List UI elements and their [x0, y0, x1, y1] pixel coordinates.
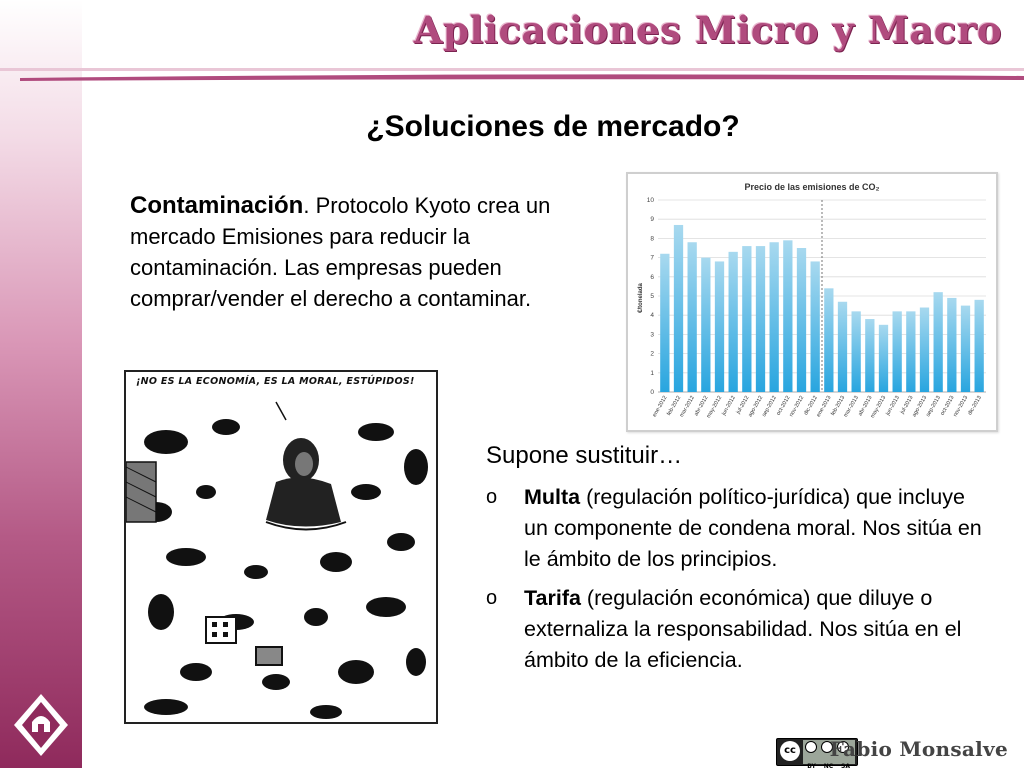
chart-bar [852, 311, 861, 392]
x-tick-label: nov-2013 [952, 395, 970, 418]
x-tick-label: feb-2013 [830, 395, 847, 417]
y-tick-label: 3 [650, 331, 654, 339]
y-tick-label: 0 [650, 389, 654, 396]
chart-bar [879, 325, 888, 392]
cc-part-label: NC [823, 763, 834, 770]
chart-title: Precio de las emisiones de CO₂ [744, 182, 880, 192]
chart-bar [934, 292, 943, 392]
chart-bar [811, 261, 820, 392]
x-tick-label: may-2012 [705, 395, 724, 420]
x-tick-label: oct-2012 [775, 395, 792, 417]
left-gradient-band [0, 0, 82, 768]
bullet-text: (regulación político-jurídica) que incluye un componente de condena moral. Nos sitúa en le ámbito de los principios. [524, 485, 982, 571]
chart-bar [770, 242, 779, 392]
chart-bar [906, 311, 915, 392]
supone-heading: Supone sustituir… [486, 442, 683, 469]
chart-bar [975, 300, 984, 392]
chart-bar [674, 225, 683, 392]
x-tick-label: mar-2013 [842, 395, 860, 419]
x-tick-label: abr-2012 [693, 395, 710, 418]
list-item [486, 583, 986, 676]
x-tick-label: ago-2012 [747, 395, 765, 419]
chart-bar [947, 298, 956, 392]
y-tick-label: 5 [650, 293, 654, 300]
y-tick-label: 10 [646, 197, 654, 204]
chart-bar [742, 246, 751, 392]
chart-bar [783, 240, 792, 392]
header-rule [0, 68, 1024, 84]
x-tick-label: jul-2013 [899, 395, 915, 415]
cc-part-label: SA [841, 763, 850, 770]
x-tick-label: jun-2012 [720, 395, 737, 417]
chart-bar [961, 306, 970, 392]
y-tick-label: 7 [650, 254, 654, 262]
chart-bar [729, 252, 738, 392]
x-tick-label: nov-2012 [788, 395, 806, 418]
cartoon-illustration [124, 370, 438, 724]
x-tick-label: may-2013 [869, 395, 888, 420]
person-icon [805, 741, 817, 753]
chart-bar [688, 242, 697, 392]
header-title: Aplicaciones Micro y Macro [413, 8, 1002, 52]
co2-price-chart [626, 172, 998, 432]
bullet-term: Tarifa [524, 586, 581, 610]
cc-part-label: BY [807, 763, 816, 770]
y-tick-label: 9 [650, 216, 654, 224]
chart-bar [797, 248, 806, 392]
bullet-marker: o [486, 486, 498, 508]
chart-bar [660, 254, 669, 392]
chart-bar [715, 261, 724, 392]
x-tick-label: abr-2013 [857, 395, 874, 418]
x-tick-label: dic-2012 [803, 395, 819, 417]
x-tick-label: mar-2012 [678, 395, 696, 419]
list-item [486, 482, 986, 575]
x-tick-label: sep-2013 [925, 395, 942, 418]
y-tick-label: 4 [650, 312, 654, 320]
x-tick-label: sep-2012 [761, 395, 778, 418]
chart-bar [838, 302, 847, 392]
x-tick-label: ene-2012 [651, 395, 669, 419]
y-tick-label: 6 [650, 273, 654, 281]
chart-bar [920, 308, 929, 392]
chart-bar [865, 319, 874, 392]
chart-bar [756, 246, 765, 392]
x-tick-label: feb-2012 [666, 395, 683, 417]
cartoon-drawing [126, 372, 436, 722]
x-tick-label: jun-2013 [884, 395, 901, 417]
cartoon-caption: ¡NO ES LA ECONOMÍA, ES LA MORAL, ESTÚPIDOS! [136, 376, 415, 387]
bullet-term: Multa [524, 485, 581, 509]
chart-svg [628, 174, 996, 430]
y-tick-label: 1 [650, 369, 654, 377]
intro-paragraph [130, 190, 610, 314]
chart-bar [701, 258, 710, 392]
author-name: Fabio Monsalve [829, 737, 1008, 761]
x-tick-label: ago-2013 [911, 395, 929, 419]
chart-ylabel: €/tonelada [638, 283, 644, 313]
intro-lead: Contaminación [130, 192, 304, 219]
x-tick-label: ene-2013 [815, 395, 833, 419]
slide-title: ¿Soluciones de mercado? [366, 110, 740, 143]
y-tick-label: 8 [650, 235, 654, 243]
bullet-text: (regulación económica) que diluye o externaliza la responsabilidad. Nos sitúa en el ámbito de la eficiencia. [524, 586, 962, 672]
x-tick-label: jul-2012 [735, 395, 751, 415]
bullet-marker: o [486, 587, 498, 609]
cc-icon: cc [780, 741, 800, 761]
university-logo [12, 692, 70, 758]
x-tick-label: dic-2013 [967, 395, 983, 417]
y-tick-label: 2 [650, 350, 654, 358]
bullet-list [486, 482, 986, 684]
intro-text: . Protocolo Kyoto crea un mercado Emisiones para reducir la contaminación. Las empresas pueden comprar/vender el derecho a contaminar. [130, 193, 551, 311]
chart-bar [893, 311, 902, 392]
chart-bar [824, 288, 833, 392]
x-tick-label: oct-2013 [939, 395, 956, 417]
